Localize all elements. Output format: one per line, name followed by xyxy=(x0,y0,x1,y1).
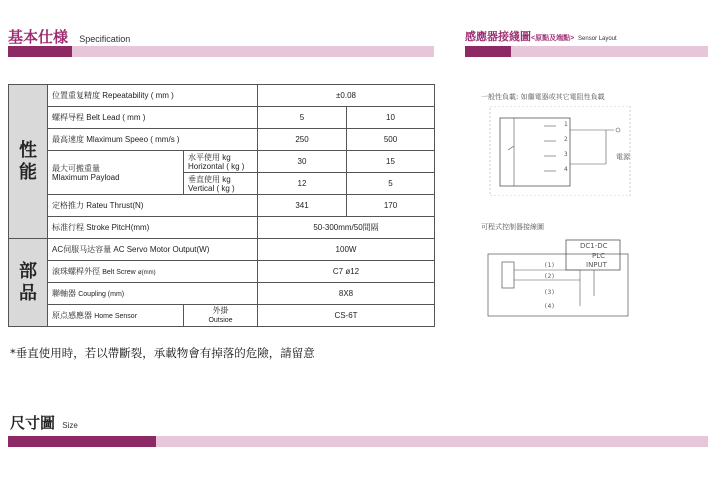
cell-label: 聯軸器 Coupling (mm) xyxy=(48,283,258,305)
table-row xyxy=(9,217,435,239)
group-performance: 性 能 xyxy=(9,85,48,239)
cell-value: ±0.08 xyxy=(258,85,435,107)
cell-label: 最高速度 Mlaximum Speeo ( mm/s ) xyxy=(48,129,258,151)
sensor-title-sub: <原點及端點> xyxy=(531,35,575,42)
cell-value: 500 xyxy=(347,129,435,151)
cell-label: 滚珠螺桿外徑 Belt Screw ø(mm) xyxy=(48,261,258,283)
svg-text:(3): (3) xyxy=(544,289,555,296)
cell-value: C7 ø12 xyxy=(258,261,435,283)
cell-value: 341 xyxy=(258,195,347,217)
sensor-header-bar xyxy=(465,46,708,57)
cell-label: 最大可搬重量 Mlaximum Payload xyxy=(48,151,184,195)
size-header-bar xyxy=(8,436,708,447)
table-row xyxy=(9,129,435,151)
sensor-title-zh: 感應器接綫圖 xyxy=(465,30,531,43)
svg-text:3: 3 xyxy=(564,151,568,158)
cell-value: 5 xyxy=(347,173,435,195)
cell-value: 250 xyxy=(258,129,347,151)
sensor-title xyxy=(465,28,617,44)
plc-label-3: INPUT xyxy=(586,261,607,269)
table-row xyxy=(9,151,435,173)
cell-value: 50-300mm/50間隔 xyxy=(258,217,435,239)
plc-label-2: PLC xyxy=(592,252,606,260)
diagram1-title: 一般性負載: 如繼電器或其它電阻性負載 xyxy=(481,93,605,101)
cell-value: 170 xyxy=(347,195,435,217)
cell-label: AC伺服马达容量 AC Servo Motor Output(W) xyxy=(48,239,258,261)
cell-label: 位置重复精度 Repeatability ( mm ) xyxy=(48,85,258,107)
svg-text:4: 4 xyxy=(564,166,568,173)
cell-sublabel: 垂直使用 kg Vertical ( kg ) xyxy=(184,173,258,195)
table-row xyxy=(9,283,435,305)
svg-text:(4): (4) xyxy=(544,303,555,310)
cell-label: 原点感應器 Home Sensor xyxy=(48,305,184,327)
size-title xyxy=(10,412,78,433)
svg-text:(1): (1) xyxy=(544,262,555,269)
table-row xyxy=(9,305,435,327)
table-row xyxy=(9,239,435,261)
cell-value: CS-6T xyxy=(258,305,435,327)
power-label: 電源 xyxy=(616,153,630,161)
spec-title xyxy=(8,26,130,47)
table-row xyxy=(9,261,435,283)
cell-sublabel: 水平使用 kg Horizontal ( kg ) xyxy=(184,151,258,173)
spec-title-zh: 基本仕様 xyxy=(8,28,69,46)
cell-label: 标准行程 Stroke PitcH(mm) xyxy=(48,217,258,239)
cell-value: 10 xyxy=(347,107,435,129)
table-row xyxy=(9,85,435,107)
table-row xyxy=(9,107,435,129)
cell-value: 15 xyxy=(347,151,435,173)
spec-title-en: Specification xyxy=(79,34,131,44)
cell-value: 12 xyxy=(258,173,347,195)
cell-value: 100W xyxy=(258,239,435,261)
size-title-en: Size xyxy=(62,421,78,430)
cell-sublabel: 外掛 Outsioe xyxy=(184,305,258,327)
plc-label-1: DC1-DC xyxy=(580,242,608,250)
cell-label: 定格推力 Rateu Thrust(N) xyxy=(48,195,258,217)
svg-text:1: 1 xyxy=(564,121,568,128)
svg-text:(2): (2) xyxy=(544,273,555,280)
group-parts: 部 品 xyxy=(9,239,48,327)
size-title-zh: 尺寸圖 xyxy=(10,414,56,432)
cell-label: 螺桿导程 Belt Lead ( mm ) xyxy=(48,107,258,129)
cell-value: 8X8 xyxy=(258,283,435,305)
svg-text:2: 2 xyxy=(564,136,568,143)
relay-wiring-diagram xyxy=(484,106,634,196)
plc-wiring-diagram xyxy=(484,236,634,320)
warning-note: *垂直使用時，若以帶斷裂，承載物會有掉落的危險，請留意 xyxy=(10,346,315,360)
sensor-title-en: Sensor Layout xyxy=(578,36,617,42)
spec-header-bar xyxy=(8,46,434,57)
cell-value: 5 xyxy=(258,107,347,129)
cell-value: 30 xyxy=(258,151,347,173)
spec-table xyxy=(8,84,435,327)
table-row xyxy=(9,195,435,217)
diagram2-title: 可程式控制器接線圖 xyxy=(481,223,544,231)
